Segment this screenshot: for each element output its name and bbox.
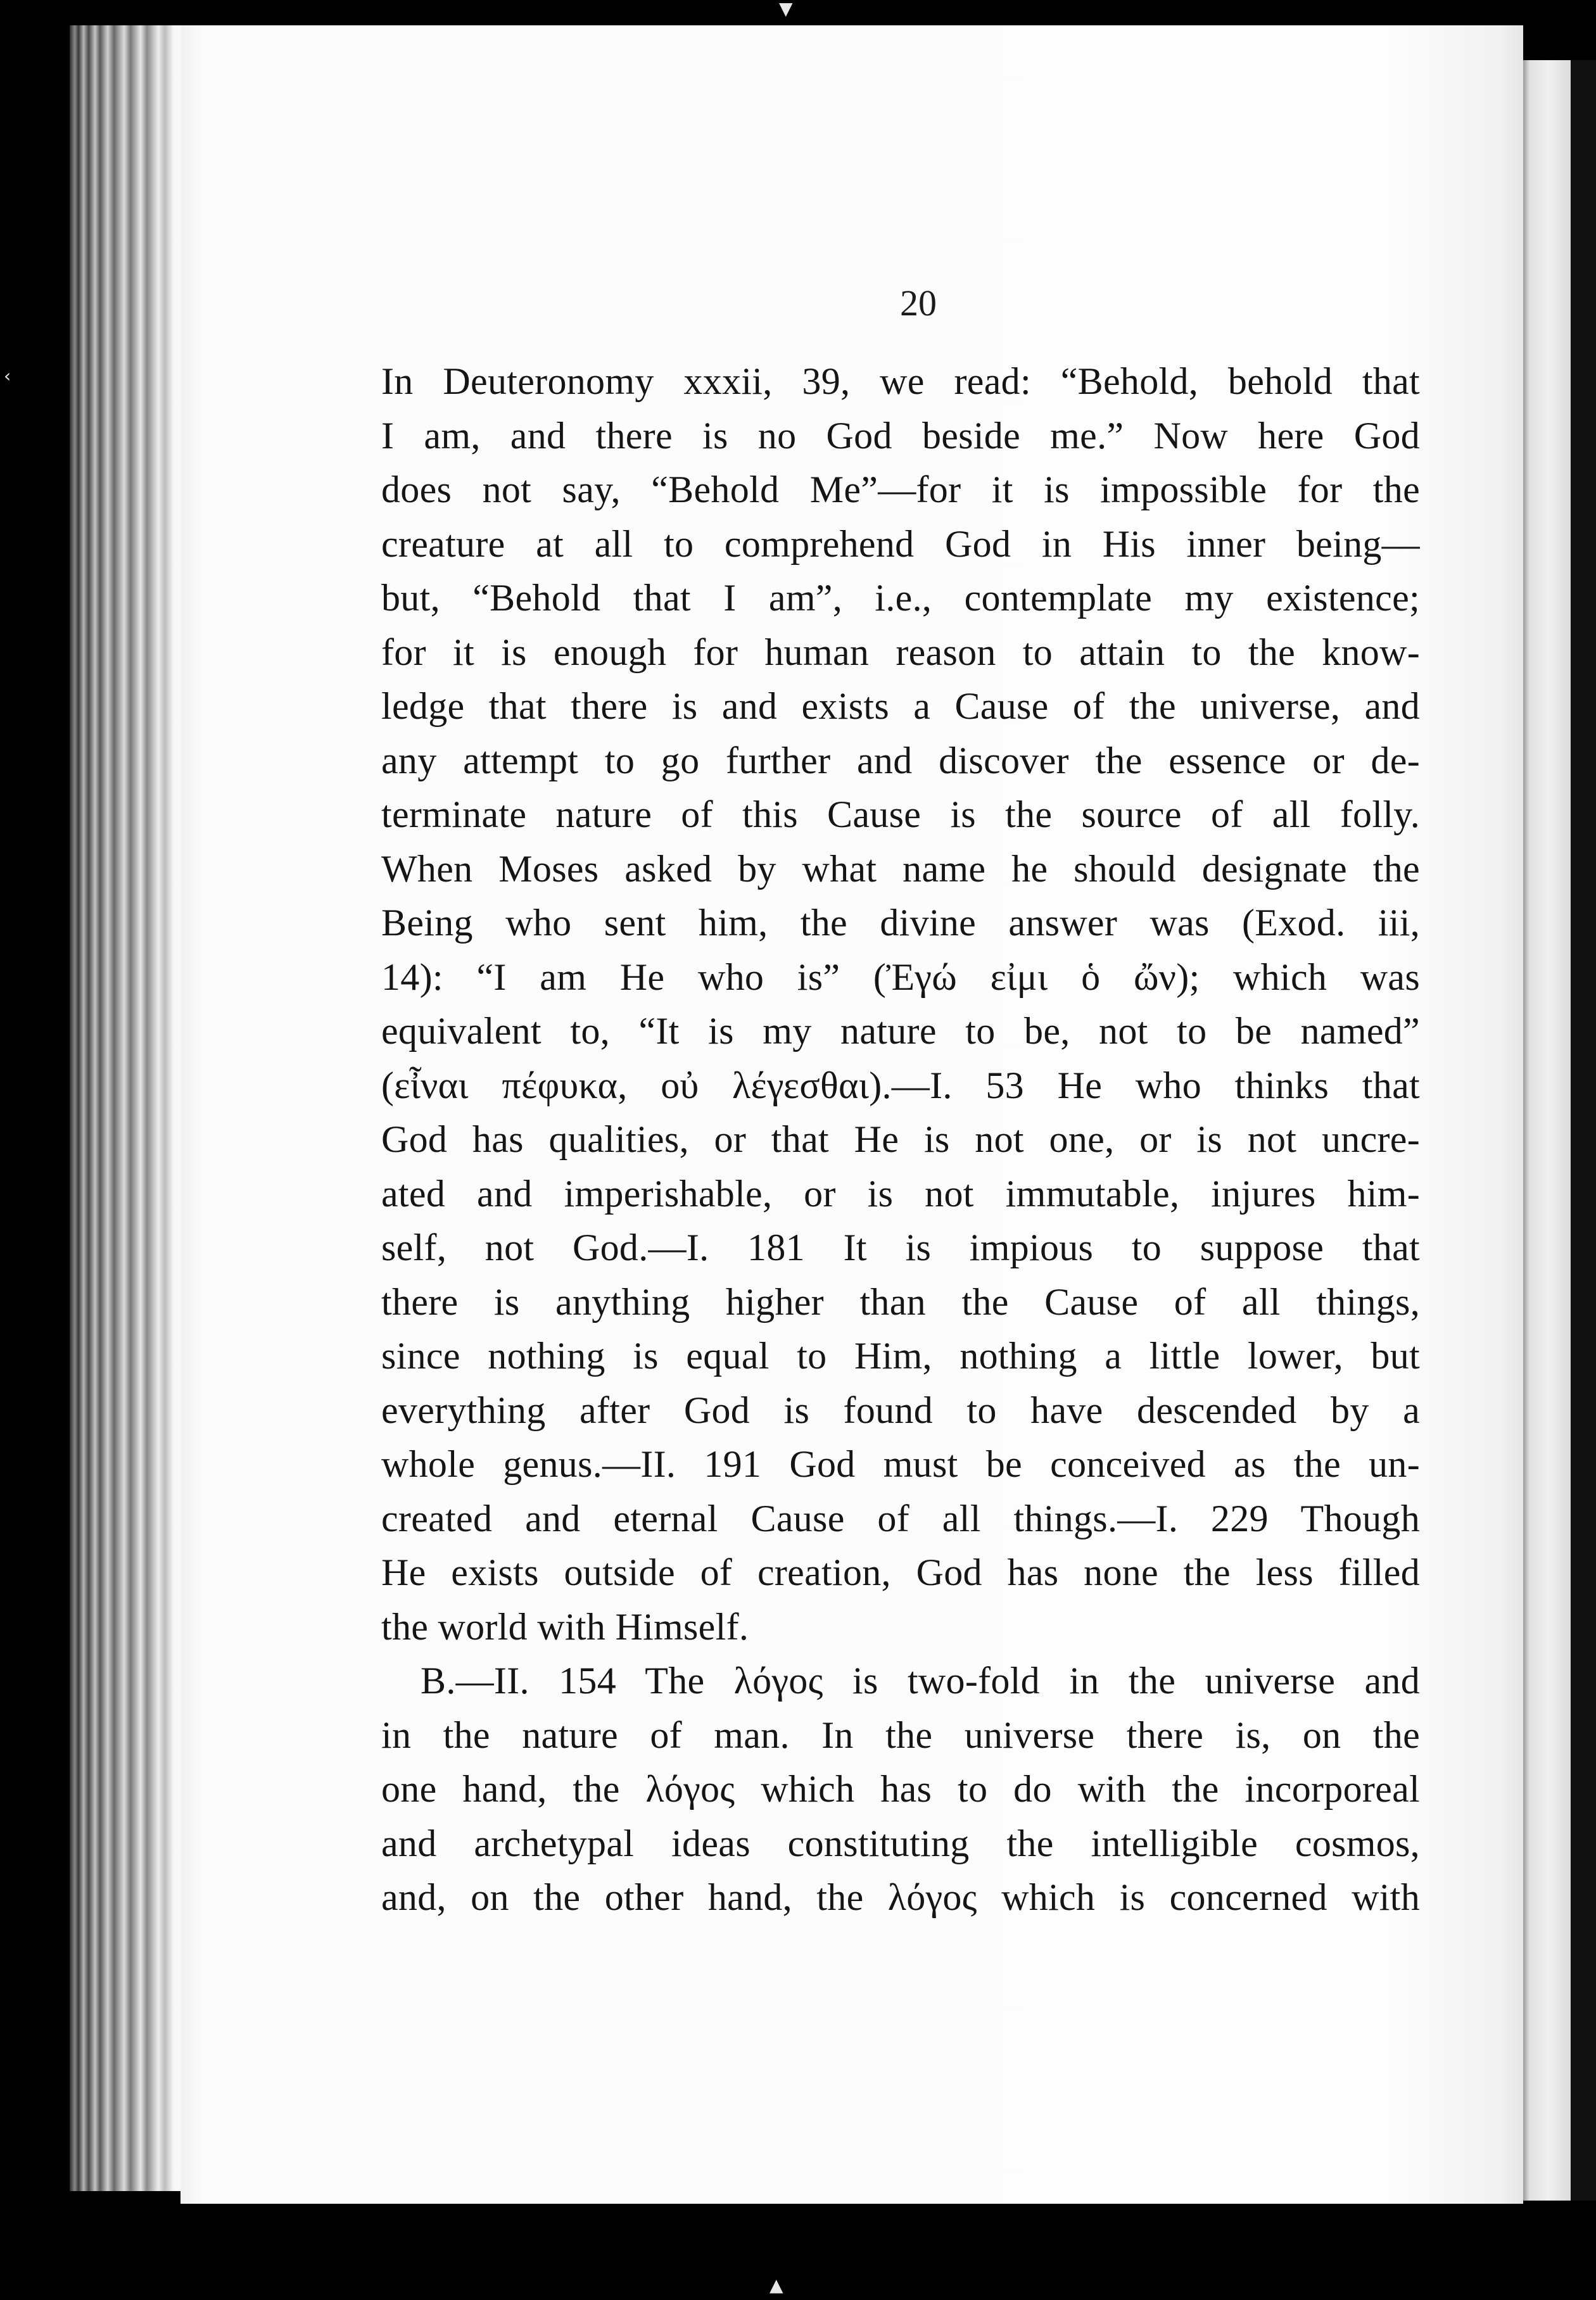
text-line: the world with Himself. [381,1605,749,1648]
text-line: (εἶναι πέφυκα, οὐ λέγεσθαι).—I. 53 He who thinks that [381,1064,1420,1106]
text-line: When Moses asked by what name he should designate the [381,847,1420,890]
text-line: one hand, the λόγος which has to do with the incorporeal [381,1768,1420,1810]
stacked-page-edges [70,25,184,2191]
scan-speck-left: ‹ [4,365,11,386]
text-line: since nothing is equal to Him, nothing a little lower, but [381,1335,1420,1377]
text-line: does not say, “Behold Me”—for it is impossible for the [381,469,1420,510]
text-line: in the nature of man. In the universe there is, on the [381,1714,1420,1756]
text-line: created and eternal Cause of all things.—I. 229 Though [381,1497,1420,1539]
text-line: but, “Behold that I am”, i.e., contemplate my existence; [381,577,1420,619]
text-line: everything after God is found to have descended by a [381,1389,1420,1431]
text-line: and archetypal ideas constituting the intelligible cosmos, [381,1822,1420,1864]
text-line: In Deuteronomy xxxii, 39, we read: “Behold, behold that [381,360,1420,402]
page-number: 20 [900,282,937,324]
scan-speck-bottom: ▲ [770,2275,783,2296]
text-line: ledge that there is and exists a Cause of the universe, and [381,685,1420,727]
text-line: creature at all to comprehend God in His inner being— [381,522,1420,565]
body-text [381,355,1420,1925]
text-line: ated and imperishable, or is not immutable, injures him- [381,1172,1420,1215]
text-line: any attempt to go further and discover the essence or de- [381,739,1420,781]
text-line: for it is enough for human reason to attain to the know- [381,631,1420,673]
text-line: I am, and there is no God beside me.” Now here God [381,414,1420,457]
text-line: and, on the other hand, the λόγος which is concerned with [381,1876,1420,1918]
text-line: 14): “I am He who is” (Ἐγώ εἰμι ὁ ὤν); which was [381,956,1420,998]
text-line: equivalent to, “It is my nature to be, not to be named” [381,1010,1420,1052]
text-line: He exists outside of creation, God has none the less filled [381,1551,1420,1593]
text-line: God has qualities, or that He is not one, or is not uncre- [381,1118,1420,1160]
text-line: Being who sent him, the divine answer was (Exod. iii, [381,902,1420,944]
text-line: there is anything higher than the Cause of all things, [381,1280,1420,1323]
text-line: whole genus.—II. 191 God must be conceived as the un- [381,1443,1420,1485]
scan-speck-top: ▼ [779,0,793,19]
paragraph-start-line: B.—II. 154 The λόγος is two-fold in the universe and [421,1660,1420,1702]
text-line: self, not God.—I. 181 It is impious to suppose that [381,1227,1420,1268]
text-line: terminate nature of this Cause is the source of all folly. [381,793,1420,835]
scan-border-right [1571,60,1596,2201]
